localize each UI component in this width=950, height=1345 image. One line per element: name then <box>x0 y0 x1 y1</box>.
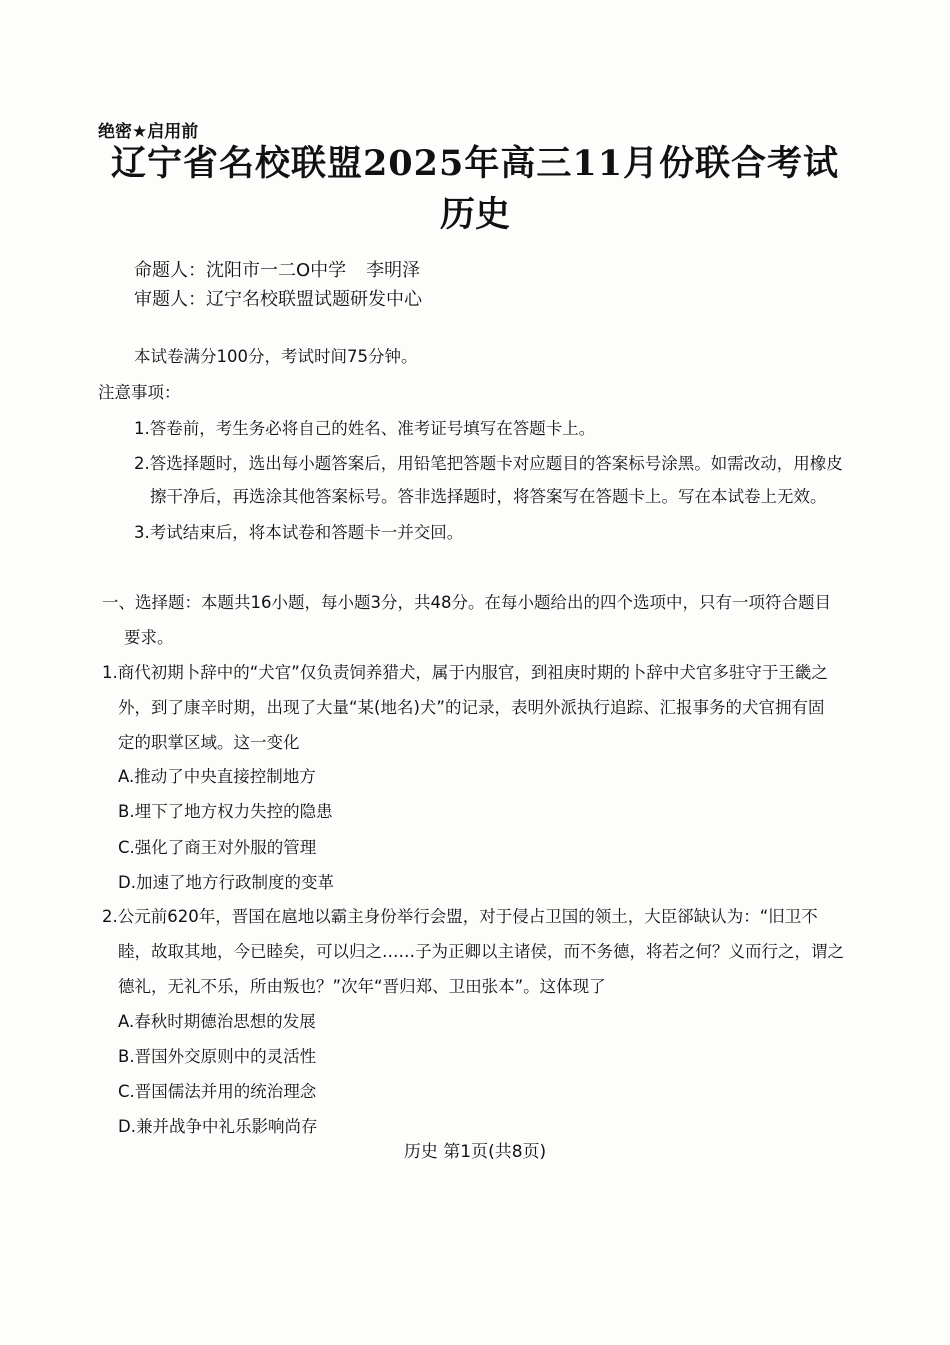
page-footer: 历史 第1页(共8页) <box>403 1142 547 1162</box>
section-1-heading-cont: 要求。 <box>124 628 174 647</box>
notice-heading: 注意事项： <box>98 383 181 402</box>
question-1-option-b: B.埋下了地方权力失控的隐患 <box>118 802 333 821</box>
question-2-option-c: C.晋国儒法并用的统治理念 <box>118 1082 317 1101</box>
exam-info: 本试卷满分100分，考试时间75分钟。 <box>134 347 418 366</box>
notice-item-1: 1.答卷前，考生务必将自己的姓名、准考证号填写在答题卡上。 <box>134 419 596 438</box>
question-1-line-3: 定的职掌区域。这一变化 <box>118 733 300 752</box>
question-1-line-1: 1.商代初期卜辞中的“犬官”仅负责饲养猎犬，属于内服官，到祖庚时期的卜辞中犬官多驻守于王畿之 <box>102 663 828 682</box>
author-label: 命题人：沈阳市一二O中学 <box>134 260 347 281</box>
notice-item-2-line-2: 擦干净后，再选涂其他答案标号。答非选择题时，将答案写在答题卡上。写在本试卷上无效。 <box>150 487 827 506</box>
question-1-option-d: D.加速了地方行政制度的变革 <box>118 873 334 892</box>
question-1-option-a: A.推动了中央直接控制地方 <box>118 767 316 786</box>
author-name: 李明泽 <box>366 260 421 281</box>
question-1-option-c: C.强化了商王对外服的管理 <box>118 838 317 857</box>
question-1-line-2: 外，到了康辛时期，出现了大量“某(地名)犬”的记录，表明外派执行追踪、汇报事务的犬官拥有固 <box>118 698 825 717</box>
confidential-mark: 绝密★启用前 <box>98 122 199 142</box>
author-credit <box>134 256 420 282</box>
notice-item-2-line-1: 2.答选择题时，选出每小题答案后，用铅笔把答题卡对应题目的答案标号涂黑。如需改动，用橡皮 <box>134 454 843 473</box>
question-2-option-d: D.兼并战争中礼乐影响尚存 <box>118 1117 318 1136</box>
notice-item-3: 3.考试结束后，将本试卷和答题卡一并交回。 <box>134 523 464 542</box>
exam-subject: 历史 <box>439 194 510 235</box>
question-2-line-1: 2.公元前620年，晋国在扈地以霸主身份举行会盟，对于侵占卫国的领土，大臣郤缺认为：“旧卫不 <box>102 907 818 926</box>
exam-title: 辽宁省名校联盟2025年高三11月份联合考试 <box>110 143 840 184</box>
reviewer-credit: 审题人：辽宁名校联盟试题研发中心 <box>134 289 422 310</box>
section-1-heading: 一、选择题：本题共16小题，每小题3分，共48分。在每小题给出的四个选项中，只有一项符合题目 <box>102 593 831 612</box>
question-2-option-a: A.春秋时期德治思想的发展 <box>118 1012 316 1031</box>
question-2-line-2: 睦，故取其地，今已睦矣，可以归之……子为正卿以主诸侯，而不务德，将若之何？义而行之，谓之 <box>118 942 844 961</box>
question-2-line-3: 德礼，无礼不乐，所由叛也？”次年“晋归郑、卫田张本”。这体现了 <box>118 977 606 996</box>
question-2-option-b: B.晋国外交原则中的灵活性 <box>118 1047 317 1066</box>
